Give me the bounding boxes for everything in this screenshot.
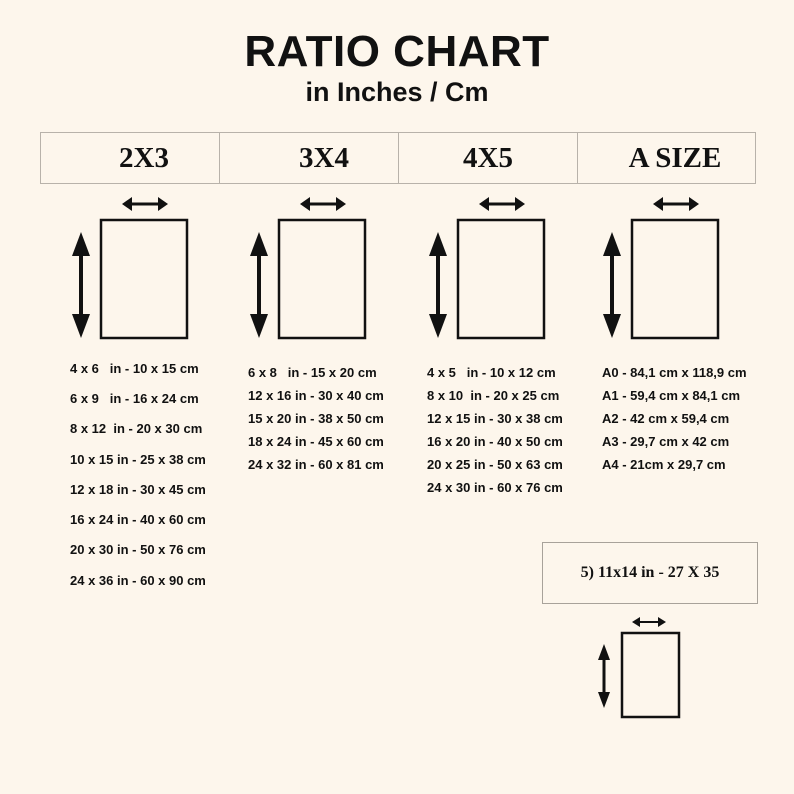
frame-diagram-a-size bbox=[597, 192, 723, 344]
frame-rect bbox=[458, 220, 544, 338]
frame-diagram-3x4 bbox=[244, 192, 370, 344]
frame-rect bbox=[101, 220, 187, 338]
size-list-2x3 bbox=[70, 361, 206, 588]
size-row: 6 x 9 in - 16 x 24 cm bbox=[70, 391, 199, 406]
size-row: 4 x 6 in - 10 x 15 cm bbox=[70, 361, 199, 376]
height-arrow-icon bbox=[72, 232, 90, 338]
height-arrow-icon bbox=[429, 232, 447, 338]
frame-rect bbox=[632, 220, 718, 338]
width-arrow-icon bbox=[122, 197, 168, 211]
size-row: 4 x 5 in - 10 x 12 cm bbox=[427, 365, 556, 380]
size-row: 24 x 32 in - 60 x 81 cm bbox=[248, 457, 384, 472]
size-row: 12 x 15 in - 30 x 38 cm bbox=[427, 411, 563, 426]
height-arrow-icon bbox=[250, 232, 268, 338]
height-arrow-icon bbox=[598, 644, 610, 708]
size-row: 15 x 20 in - 38 x 50 cm bbox=[248, 411, 384, 426]
size-row: A4 - 21cm x 29,7 cm bbox=[602, 457, 726, 472]
frame-diagram-4x5 bbox=[423, 192, 549, 344]
size-row: 20 x 30 in - 50 x 76 cm bbox=[70, 542, 206, 557]
ratio-header-row bbox=[40, 132, 756, 184]
size-row: A2 - 42 cm x 59,4 cm bbox=[602, 411, 730, 426]
ratio-header-4x5: 4X5 bbox=[463, 142, 513, 174]
height-arrow-icon bbox=[603, 232, 621, 338]
size-row: 8 x 12 in - 20 x 30 cm bbox=[70, 421, 203, 436]
size-row: 12 x 16 in - 30 x 40 cm bbox=[248, 388, 384, 403]
ratio-header-3x4: 3X4 bbox=[299, 142, 349, 174]
frame-diagram-11x14 bbox=[594, 612, 686, 722]
size-11x14-label: 5) 11x14 in - 27 X 35 bbox=[542, 542, 758, 604]
width-arrow-icon bbox=[300, 197, 346, 211]
ratio-header-a-size: A SIZE bbox=[628, 142, 722, 174]
frame-rect bbox=[622, 633, 679, 717]
size-row: 16 x 24 in - 40 x 60 cm bbox=[70, 512, 206, 527]
size-list-3x4 bbox=[248, 365, 384, 472]
size-row: 6 x 8 in - 15 x 20 cm bbox=[248, 365, 377, 380]
size-row: 24 x 30 in - 60 x 76 cm bbox=[427, 480, 563, 495]
size-row: A3 - 29,7 cm x 42 cm bbox=[602, 434, 730, 449]
size-row: 24 x 36 in - 60 x 90 cm bbox=[70, 573, 206, 588]
frame-diagram-2x3 bbox=[66, 192, 192, 344]
width-arrow-icon bbox=[479, 197, 525, 211]
size-list-a-size bbox=[602, 365, 747, 472]
width-arrow-icon bbox=[653, 197, 699, 211]
page-subtitle: in Inches / Cm bbox=[305, 77, 489, 107]
page-title: RATIO CHART bbox=[244, 27, 550, 76]
frame-rect bbox=[279, 220, 365, 338]
width-arrow-icon bbox=[632, 617, 666, 627]
size-row: 18 x 24 in - 45 x 60 cm bbox=[248, 434, 384, 449]
size-row: 10 x 15 in - 25 x 38 cm bbox=[70, 452, 206, 467]
size-row: A1 - 59,4 cm x 84,1 cm bbox=[602, 388, 741, 403]
size-list-4x5 bbox=[427, 365, 563, 495]
size-row: 16 x 20 in - 40 x 50 cm bbox=[427, 434, 563, 449]
ratio-header-2x3: 2X3 bbox=[119, 142, 169, 174]
size-row: 12 x 18 in - 30 x 45 cm bbox=[70, 482, 206, 497]
size-row: 8 x 10 in - 20 x 25 cm bbox=[427, 388, 560, 403]
size-row: A0 - 84,1 cm x 118,9 cm bbox=[602, 365, 747, 380]
size-row: 20 x 25 in - 50 x 63 cm bbox=[427, 457, 563, 472]
